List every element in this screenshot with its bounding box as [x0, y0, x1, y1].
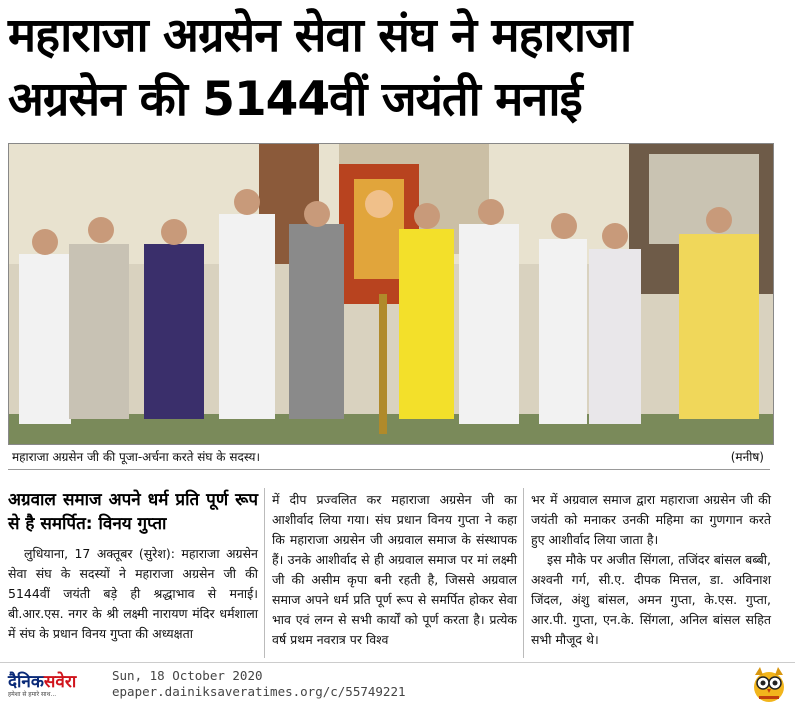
logo-part-1: दैनिक [8, 672, 44, 692]
logo-tagline: हमेशा से हमारे साथ... [8, 691, 57, 698]
headline [8, 4, 778, 132]
article-paragraph-4: इस मौके पर अजीत सिंगला, तजिंदर बांसल बब्बी, अश्वनी गर्ग, सी.ए. दीपक मित्तल, डा. अविनाश जिंदल, अंशु बांसल, अमन गुप्ता, के.एस. गुप्ता, आर.पी. गुप्ता, एन.के. सिंगला, अनिल बांसल सहित सभी मौजूद थे। [531, 552, 771, 647]
owl-mascot-icon [751, 665, 787, 703]
photo-caption-bar [8, 447, 770, 470]
photo-credit: (मनीष) [730, 450, 764, 464]
epaper-footer [0, 662, 795, 707]
news-photo [8, 143, 774, 445]
footer-meta [112, 668, 406, 700]
article-column-3 [531, 490, 771, 650]
article-paragraph-2: में दीप प्रज्वलित कर महाराजा अग्रसेन जी का आशीर्वाद लिया गया। संघ प्रधान विनय गुप्ता ने कहा कि महाराजा अग्रसेन जी अग्रवाल समाज के संस्थापक हैं। उनके आशीर्वाद से ही अग्रवाल समाज पर मां लक्ष्मी जी की असीम कृपा बनी रहती है, जिससे अग्रवाल समाज अपने धर्म प्रति पूर्ण रूप से समर्पित होकर सेवा भाव एवं लग्न से सभी कार्यों को पूर्ण करता है। प्रत्येक वर्ष प्रथम नवरात्र पर विश्व [272, 492, 517, 647]
photo-illustration [9, 144, 773, 444]
dainik-savera-logo[interactable] [8, 669, 100, 701]
column-divider [264, 488, 265, 658]
logo-part-2: सवेरा [43, 672, 77, 692]
headline-line-1: महाराजा अग्रसेन सेवा संघ ने महाराजा [8, 8, 632, 63]
article-column-2 [272, 490, 517, 650]
article-paragraph-3: भर में अग्रवाल समाज द्वारा महाराजा अग्रसेन जी की जयंती को मनाकर उनकी महिमा का गुणगान करते हुए आशीर्वाद लिया जाता है। [531, 492, 771, 547]
column-divider [523, 488, 524, 658]
epaper-url[interactable]: epaper.dainiksaveratimes.org/c/55749221 [112, 684, 406, 699]
edition-date: Sun, 18 October 2020 [112, 668, 263, 683]
article-paragraph-1: लुधियाना, 17 अक्तूबर (सुरेश): महाराजा अग्रसेन सेवा संघ के सदस्यों ने महाराजा अग्रसेन जी की 5144वीं जयंती बड़े ही श्रद्धाभाव से मनाई। बी.आर.एस. नगर के श्री लक्ष्मी नारायण मंदिर धर्मशाला में संघ के प्रधान विनय गुप्ता की अध्यक्षता [8, 546, 258, 641]
article-subheading: अग्रवाल समाज अपने धर्म प्रति पूर्ण रूप से है समर्पित: विनय गुप्ता [8, 490, 258, 534]
article-column-1 [8, 488, 258, 644]
adjacent-column-edge [781, 20, 795, 250]
photo-caption: महाराजा अग्रसेन जी की पूजा-अर्चना करते संघ के सदस्य। [12, 450, 261, 464]
headline-line-2: अग्रसेन की 5144वीं जयंती मनाई [8, 72, 582, 127]
